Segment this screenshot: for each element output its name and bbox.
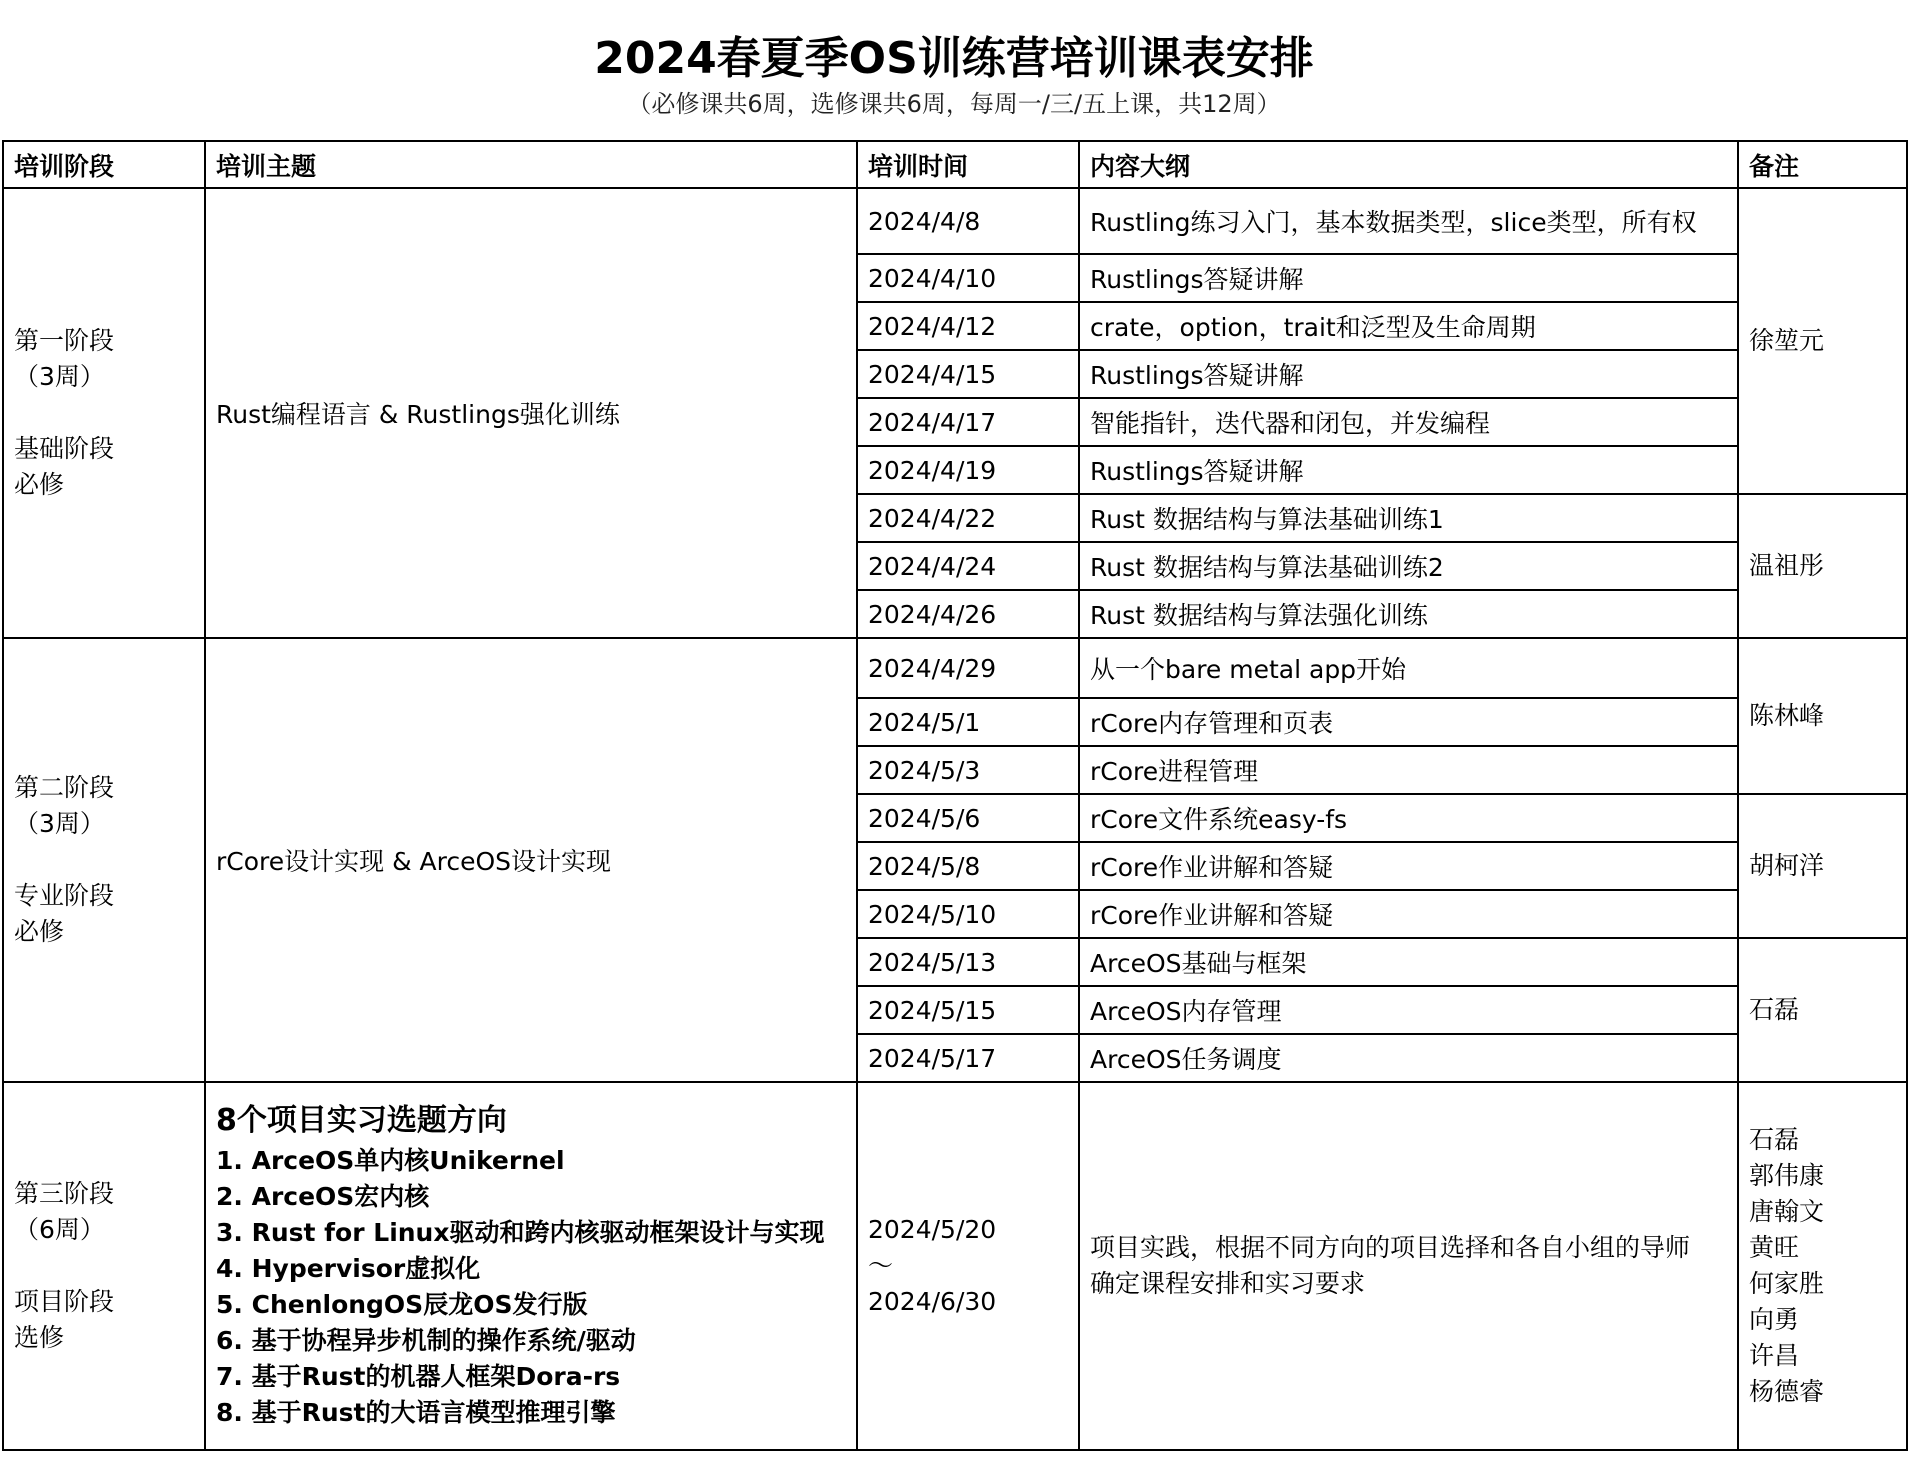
instructor-note: 徐堃元 — [1738, 188, 1907, 494]
table-row — [3, 638, 1907, 698]
stage-type: 专业阶段 — [14, 881, 115, 910]
stage-duration: （3周） — [14, 809, 105, 838]
page-title: 2024春夏季OS训练营培训课表安排 — [594, 33, 1314, 84]
stage-3-cell — [3, 1082, 205, 1450]
session-date: 2024/4/26 — [857, 590, 1079, 638]
stage-3-topic — [205, 1082, 857, 1450]
mentor-name: 黄旺 — [1749, 1233, 1800, 1262]
stage-type: 基础阶段 — [14, 434, 115, 463]
session-date: 2024/5/8 — [857, 842, 1079, 890]
outline-line: 确定课程安排和实习要求 — [1090, 1269, 1366, 1298]
session-date: 2024/4/8 — [857, 188, 1079, 254]
session-outline: Rustlings答疑讲解 — [1079, 446, 1738, 494]
session-outline: ArceOS基础与框架 — [1079, 938, 1738, 986]
stage-requirement: 选修 — [14, 1323, 65, 1352]
project-item: 7. 基于Rust的机器人框架Dora-rs — [216, 1362, 621, 1391]
stage-1-topic: Rust编程语言 & Rustlings强化训练 — [205, 188, 857, 638]
project-item: 2. ArceOS宏内核 — [216, 1182, 430, 1211]
session-outline: rCore进程管理 — [1079, 746, 1738, 794]
date-end: 2024/6/30 — [868, 1287, 997, 1316]
date-separator: ～ — [868, 1251, 894, 1280]
session-outline: Rustling练习入门，基本数据类型，slice类型，所有权 — [1079, 188, 1738, 254]
session-date: 2024/5/1 — [857, 698, 1079, 746]
schedule-table — [2, 140, 1908, 1451]
stage-2-cell — [3, 638, 205, 1082]
session-date: 2024/4/22 — [857, 494, 1079, 542]
session-outline: Rust 数据结构与算法强化训练 — [1079, 590, 1738, 638]
outline-line: 项目实践，根据不同方向的项目选择和各自小组的导师 — [1090, 1233, 1691, 1262]
date-start: 2024/5/20 — [868, 1215, 997, 1244]
session-outline: 从一个bare metal app开始 — [1079, 638, 1738, 698]
project-item: 3. Rust for Linux驱动和跨内核驱动框架设计与实现 — [216, 1218, 825, 1247]
project-item: 6. 基于协程异步机制的操作系统/驱动 — [216, 1326, 636, 1355]
stage-1-cell — [3, 188, 205, 638]
session-outline: rCore作业讲解和答疑 — [1079, 890, 1738, 938]
session-outline: Rust 数据结构与算法基础训练2 — [1079, 542, 1738, 590]
stage-duration: （6周） — [14, 1215, 105, 1244]
session-date: 2024/4/12 — [857, 302, 1079, 350]
session-outline: 智能指针，迭代器和闭包，并发编程 — [1079, 398, 1738, 446]
session-outline: ArceOS内存管理 — [1079, 986, 1738, 1034]
stage-label: 第二阶段 — [14, 773, 115, 802]
stage-duration: （3周） — [14, 362, 105, 391]
table-row — [3, 1082, 1907, 1450]
project-item: 8. 基于Rust的大语言模型推理引擎 — [216, 1398, 616, 1427]
session-date: 2024/5/3 — [857, 746, 1079, 794]
header-topic: 培训主题 — [205, 141, 857, 188]
mentor-name: 许昌 — [1749, 1341, 1800, 1370]
project-outline — [1079, 1082, 1738, 1450]
mentor-name: 向勇 — [1749, 1305, 1800, 1334]
project-item: 1. ArceOS单内核Unikernel — [216, 1146, 565, 1175]
session-date: 2024/5/13 — [857, 938, 1079, 986]
session-outline: Rustlings答疑讲解 — [1079, 350, 1738, 398]
stage-label: 第三阶段 — [14, 1179, 115, 1208]
session-outline: rCore内存管理和页表 — [1079, 698, 1738, 746]
instructor-note: 胡柯洋 — [1738, 794, 1907, 938]
instructor-note: 陈林峰 — [1738, 638, 1907, 794]
session-date: 2024/5/17 — [857, 1034, 1079, 1082]
stage-type: 项目阶段 — [14, 1287, 115, 1316]
mentor-name: 杨德睿 — [1749, 1377, 1825, 1406]
instructor-note: 温祖彤 — [1738, 494, 1907, 638]
stage-requirement: 必修 — [14, 917, 65, 946]
mentor-name: 唐翰文 — [1749, 1197, 1825, 1226]
session-outline: rCore文件系统easy-fs — [1079, 794, 1738, 842]
project-directions-heading: 8个项目实习选题方向 — [216, 1103, 507, 1138]
session-date: 2024/5/6 — [857, 794, 1079, 842]
table-row — [3, 188, 1907, 254]
project-date-range — [857, 1082, 1079, 1450]
session-date: 2024/4/10 — [857, 254, 1079, 302]
stage-2-topic: rCore设计实现 & ArceOS设计实现 — [205, 638, 857, 1082]
stage-label: 第一阶段 — [14, 326, 115, 355]
session-outline: rCore作业讲解和答疑 — [1079, 842, 1738, 890]
mentor-name: 石磊 — [1749, 1125, 1800, 1154]
stage-requirement: 必修 — [14, 470, 65, 499]
page-subtitle: （必修课共6周，选修课共6周，每周一/三/五上课，共12周） — [627, 90, 1281, 118]
session-date: 2024/5/10 — [857, 890, 1079, 938]
header-note: 备注 — [1738, 141, 1907, 188]
session-date: 2024/5/15 — [857, 986, 1079, 1034]
session-outline: ArceOS任务调度 — [1079, 1034, 1738, 1082]
mentor-name: 郭伟康 — [1749, 1161, 1825, 1190]
header-time: 培训时间 — [857, 141, 1079, 188]
mentor-name: 何家胜 — [1749, 1269, 1825, 1298]
session-outline: crate，option，trait和泛型及生命周期 — [1079, 302, 1738, 350]
project-item: 4. Hypervisor虚拟化 — [216, 1254, 481, 1283]
session-outline: Rust 数据结构与算法基础训练1 — [1079, 494, 1738, 542]
project-item: 5. ChenlongOS辰龙OS发行版 — [216, 1290, 588, 1319]
session-outline: Rustlings答疑讲解 — [1079, 254, 1738, 302]
session-date: 2024/4/17 — [857, 398, 1079, 446]
header-row — [3, 141, 1907, 188]
session-date: 2024/4/24 — [857, 542, 1079, 590]
session-date: 2024/4/19 — [857, 446, 1079, 494]
instructor-note: 石磊 — [1738, 938, 1907, 1082]
header-stage: 培训阶段 — [3, 141, 205, 188]
session-date: 2024/4/15 — [857, 350, 1079, 398]
session-date: 2024/4/29 — [857, 638, 1079, 698]
header-outline: 内容大纲 — [1079, 141, 1738, 188]
mentor-list — [1738, 1082, 1907, 1450]
